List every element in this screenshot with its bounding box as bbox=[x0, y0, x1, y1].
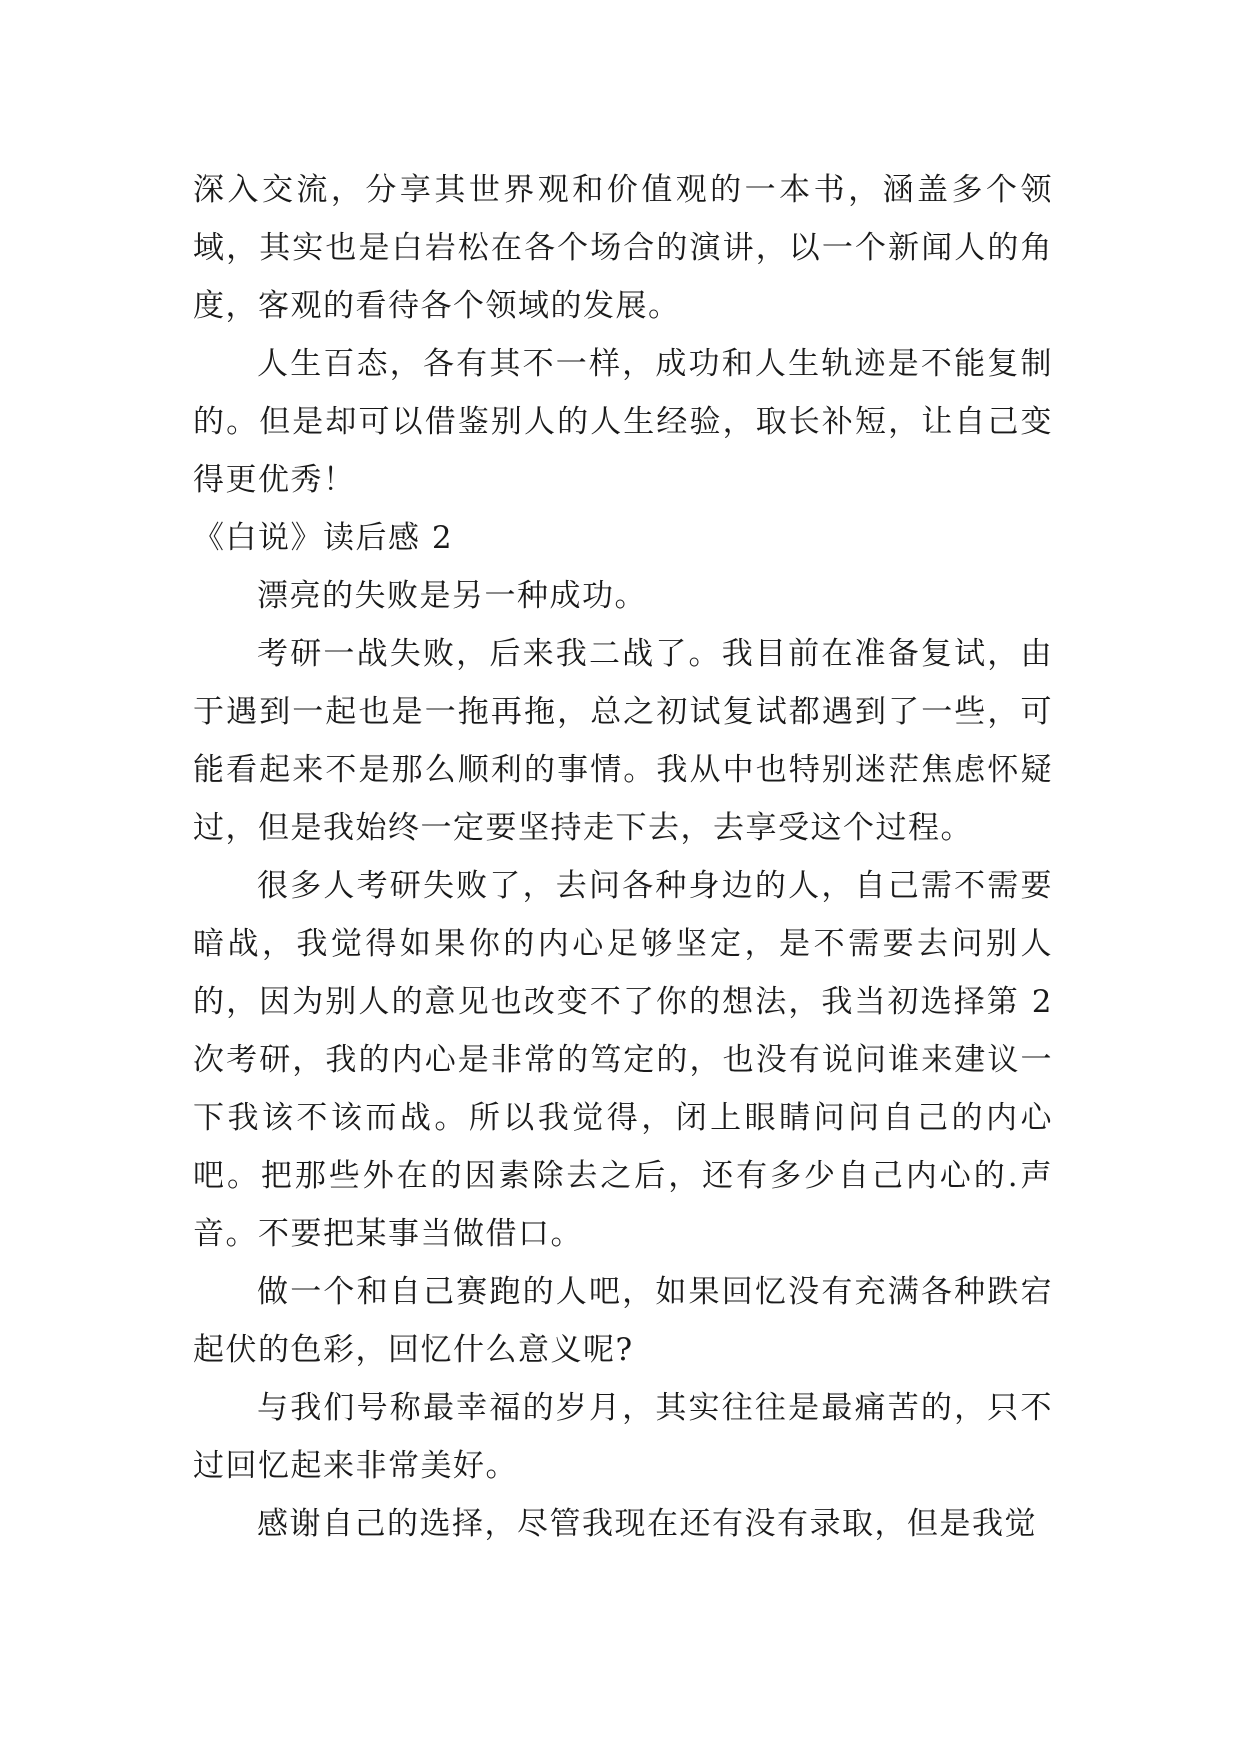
paragraph-life-variety: 人生百态，各有其不一样，成功和人生轨迹是不能复制的。但是却可以借鉴别人的人生经验，取长补短，让自己变得更优秀！ bbox=[193, 346, 1053, 498]
paragraph-intro-continuation: 深入交流，分享其世界观和价值观的一本书，涵盖多个领域，其实也是白岩松在各个场合的演讲，以一个新闻人的角度，客观的看待各个领域的发展。 bbox=[193, 172, 1053, 324]
paragraph-race-yourself: 做一个和自己赛跑的人吧，如果回忆没有充满各种跌宕起伏的色彩，回忆什么意义呢? bbox=[193, 1274, 1053, 1368]
paragraph-happiest-years: 与我们号称最幸福的岁月，其实往往是最痛苦的，只不过回忆起来非常美好。 bbox=[193, 1390, 1053, 1484]
paragraph-second-attempt: 考研一战失败，后来我二战了。我目前在准备复试，由于遇到一起也是一拖再拖，总之初试复试都遇到了一些，可能看起来不是那么顺利的事情。我从中也特别迷茫焦虑怀疑过，但是我始终一定要坚持走下去，去享受这个过程。 bbox=[193, 636, 1053, 846]
paragraph-ask-yourself: 很多人考研失败了，去问各种身边的人，自己需不需要暗战，我觉得如果你的内心足够坚定，是不需要去问别人的，因为别人的意见也改变不了你的想法，我当初选择第 2 次考研，我的内心是非常的笃定的，也没有说问谁来建议一下我该不该而战。所以我觉得，闭上眼睛问问自己的内心吧。把那些外在的因素除去之后，还有多少自己内心的.声音。不要把某事当做借口。 bbox=[193, 868, 1053, 1252]
paragraph-thank-choice: 感谢自己的选择，尽管我现在还有没有录取，但是我觉 bbox=[257, 1506, 1037, 1542]
section-title: 《白说》读后感 2 bbox=[193, 520, 454, 556]
document-body bbox=[193, 161, 1053, 1553]
paragraph-beautiful-failure: 漂亮的失败是另一种成功。 bbox=[257, 578, 647, 614]
